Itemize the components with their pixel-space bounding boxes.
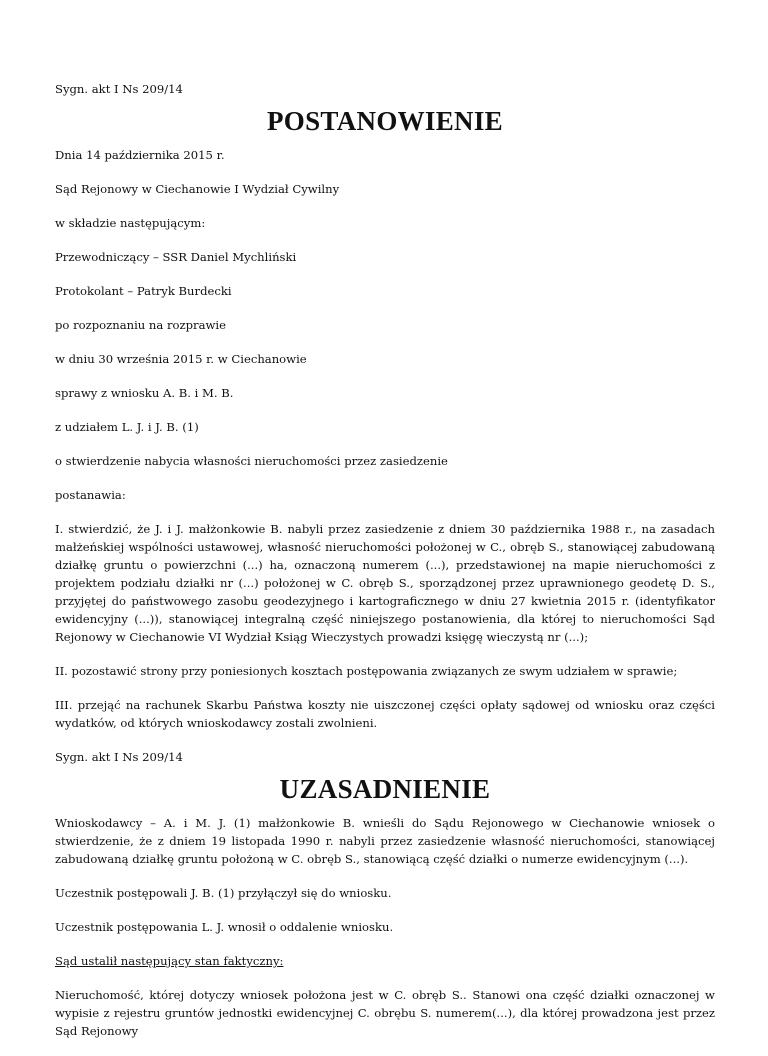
hearing-type: po rozpoznaniu na rozprawie <box>55 318 226 332</box>
court-clerk: Protokolant – Patryk Burdecki <box>55 284 232 298</box>
hearing-date-place: w dniu 30 września 2015 r. w Ciechanowie <box>55 352 307 366</box>
case-subject: o stwierdzenie nabycia własności nieruchomości przez zasiedzenie <box>55 454 448 468</box>
justification-title: UZASADNIENIE <box>279 774 491 804</box>
case-applicants: sprawy z wniosku A. B. i M. B. <box>55 386 234 400</box>
decides-heading: postanawia: <box>55 488 126 502</box>
case-signature-2: Sygn. akt I Ns 209/14 <box>55 750 183 764</box>
decision-date: Dnia 14 października 2015 r. <box>55 148 225 162</box>
facts-paragraph: Nieruchomość, której dotyczy wniosek położona jest w C. obręb S.. Stanowi ona część działki oznaczonej w wypisie z rejestru gruntów jednostki ewidencyjnej C. obrębu S. numerem(...), dla której prowadzona jest przez Sąd Rejonowy <box>55 988 715 1038</box>
document-page <box>55 80 715 1056</box>
case-participants: z udziałem L. J. i J. B. (1) <box>55 420 199 434</box>
facts-heading: Sąd ustalił następujący stan faktyczny: <box>55 954 284 968</box>
composition-heading: w składzie następującym: <box>55 216 206 230</box>
ruling-point-3: III. przejąć na rachunek Skarbu Państwa koszty nie uiszczonej części opłaty sądowej od wniosku oraz części wydatków, od których wnioskodawcy zostali zwolnieni. <box>55 698 715 730</box>
ruling-point-1: I. stwierdzić, że J. i J. małżonkowie B. nabyli przez zasiedzenie z dniem 30 października 1988 r., na zasadach małżeńskiej wspólności ustawowej, własność nieruchomości położonej w C., obręb S., stanowiącej zabudowaną działkę gruntu o powierzchni (...) ha, oznaczoną numerem (...), przedstawionej na mapie nieruchomości z projektem podziału działki nr (...) położonej w C. obręb S., sporządzonej przez uprawnionego geodetę D. S., przyjętej do państwowego zasobu geodezyjnego i kartograficznego w dniu 27 kwietnia 2015 r. (identyfikator ewidencyjny (...)), stanowiącej integralną część niniejszego postanowienia, dla której to nieruchomości Sąd Rejonowy w Ciechanowie VI Wydział Ksiąg Wieczystych prowadzi księgę wieczystą nr (...); <box>55 522 715 644</box>
ruling-point-2: II. pozostawić strony przy poniesionych kosztach postępowania związanych ze swym udziałem w sprawie; <box>55 664 678 678</box>
justification-paragraph-1: Wnioskodawcy – A. i M. J. (1) małżonkowie B. wnieśli do Sądu Rejonowego w Ciechanowie wniosek o stwierdzenie, że z dniem 19 listopada 1990 r. nabyli przez zasiedzenie własność nieruchomości, stanowiącej zabudowaną działkę gruntu położoną w C. obręb S., stanowiącą część działki o numerze ewidencyjnym (...). <box>55 816 715 866</box>
justification-paragraph-3: Uczestnik postępowania L. J. wnosił o oddalenie wniosku. <box>55 920 394 934</box>
case-signature: Sygn. akt I Ns 209/14 <box>55 82 183 96</box>
presiding-judge: Przewodniczący – SSR Daniel Mychliński <box>55 250 297 264</box>
court-name: Sąd Rejonowy w Ciechanowie I Wydział Cywilny <box>55 182 340 196</box>
justification-paragraph-2: Uczestnik postępowali J. B. (1) przyłączył się do wniosku. <box>55 886 392 900</box>
document-title: POSTANOWIENIE <box>267 106 503 136</box>
